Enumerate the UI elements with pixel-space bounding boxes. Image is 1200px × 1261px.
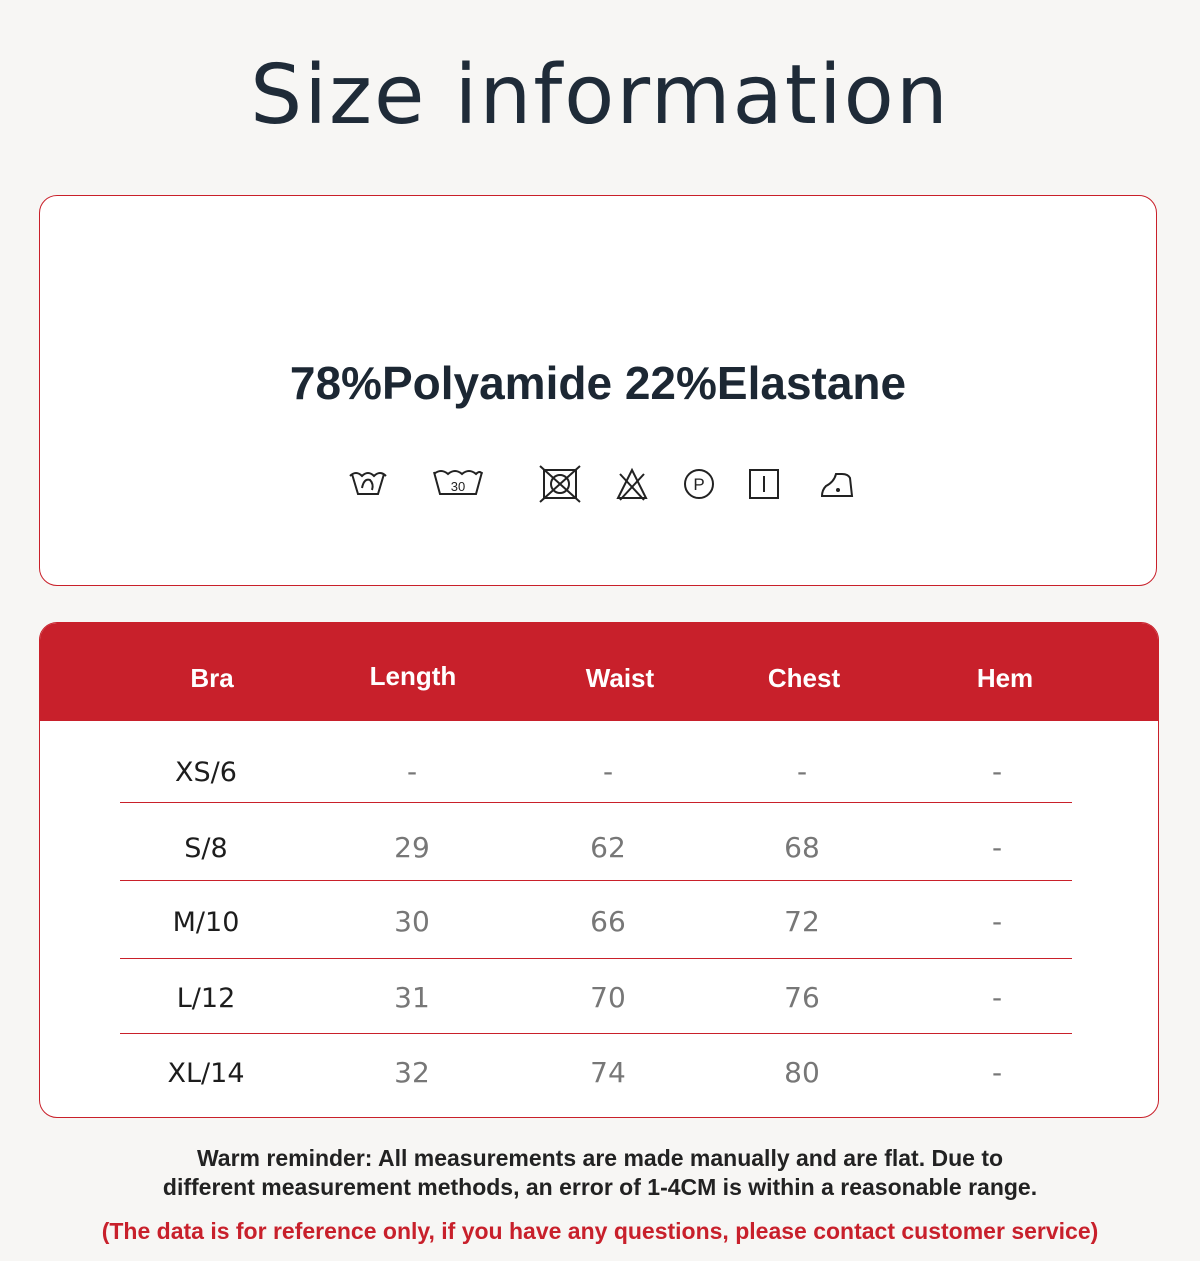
- line-dry-icon: [742, 464, 786, 504]
- table-row: [40, 721, 1158, 803]
- size-label: L/12: [176, 983, 236, 1014]
- reference-note: (The data is for reference only, if you have any questions, please contact customer service): [101, 1218, 1099, 1244]
- size-table: [39, 622, 1159, 1118]
- reminder-line-1: Warm reminder: All measurements are made manually and are flat. Due to: [196, 1145, 1004, 1171]
- hem-value: -: [991, 831, 1003, 864]
- do-not-tumble-dry-icon: [538, 464, 582, 504]
- header-waist: Waist: [585, 663, 655, 693]
- hem-value: -: [991, 1056, 1003, 1089]
- hem-value: -: [991, 755, 1003, 788]
- chest-value: 68: [784, 831, 820, 864]
- header-hem: Hem: [976, 663, 1034, 693]
- chest-value: 76: [784, 981, 820, 1014]
- header-chest: Chest: [767, 663, 841, 693]
- table-row: [40, 803, 1158, 881]
- iron-low-icon: [814, 464, 858, 504]
- care-icons: [40, 464, 1156, 504]
- length-value: 29: [394, 831, 430, 864]
- fabric-composition: 78%Polyamide 22%Elastane: [289, 357, 907, 409]
- reminder-line-2: different measurement methods, an error of 1-4CM is within a reasonable range.: [162, 1174, 1038, 1200]
- size-table-header: [40, 623, 1158, 721]
- warm-reminder: [0, 1144, 1200, 1202]
- wash-30-icon: [430, 464, 486, 504]
- table-row: [40, 881, 1158, 959]
- hem-value: -: [991, 981, 1003, 1014]
- length-value: 31: [394, 981, 430, 1014]
- length-value: 32: [394, 1056, 430, 1089]
- dry-clean-p-icon: [677, 464, 721, 504]
- length-value: -: [406, 755, 418, 788]
- size-label: S/8: [184, 833, 228, 864]
- size-label: XL/14: [167, 1058, 245, 1089]
- length-value: 30: [394, 905, 430, 938]
- hand-wash-icon: [346, 464, 390, 504]
- waist-value: 70: [590, 981, 626, 1014]
- waist-value: 62: [590, 831, 626, 864]
- waist-value: 66: [590, 905, 626, 938]
- waist-value: 74: [590, 1056, 626, 1089]
- size-label: M/10: [172, 907, 240, 938]
- header-length: Length: [369, 661, 457, 691]
- page-title: Size information: [250, 48, 950, 143]
- svg-text:30: 30: [450, 479, 466, 494]
- waist-value: -: [602, 755, 614, 788]
- fabric-card: [39, 195, 1157, 586]
- do-not-bleach-icon: [610, 464, 654, 504]
- chest-value: -: [796, 755, 808, 788]
- svg-text:P: P: [693, 475, 705, 494]
- size-label: XS/6: [175, 757, 237, 788]
- hem-value: -: [991, 905, 1003, 938]
- header-bra: Bra: [190, 663, 234, 693]
- table-row: [40, 959, 1158, 1034]
- table-row: [40, 1034, 1158, 1114]
- chest-value: 72: [784, 905, 820, 938]
- chest-value: 80: [784, 1056, 820, 1089]
